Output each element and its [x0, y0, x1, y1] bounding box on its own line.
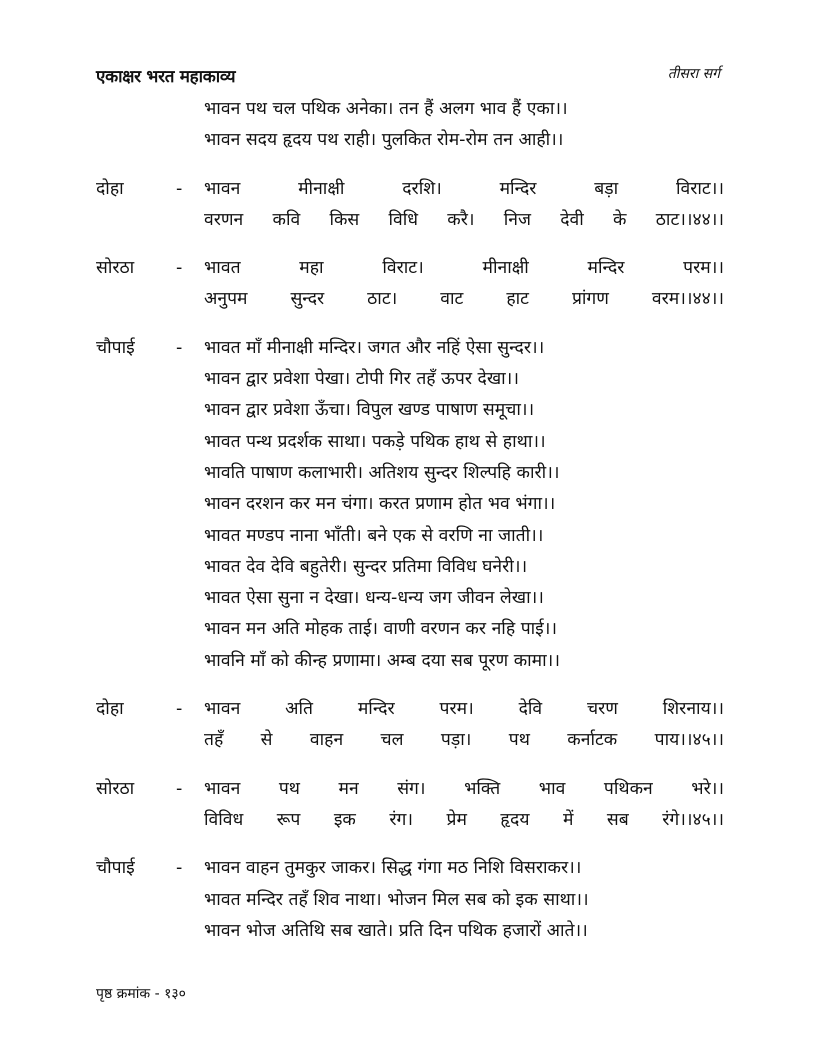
verse-text: भावन अति मन्दिर परम। देवि चरण शिरनाय।। [204, 699, 724, 720]
verse-text: भावत पन्थ प्रदर्शक साथा। पकड़े पथिक हाथ से हाथा।। [204, 431, 546, 452]
section-gap [96, 157, 724, 174]
verse-text: भावत मन्दिर तहँ शिव नाथा। भोजन मिल सब को इक साथा।। [204, 889, 589, 910]
verse-line [96, 614, 724, 645]
chapter-title: तीसरा सर्ग [667, 66, 720, 82]
verse-line [96, 395, 724, 426]
verse-line [96, 427, 724, 458]
verse-line [96, 333, 724, 364]
verse-section [96, 774, 724, 837]
verse-text: भावनि माँ को कीन्ह प्रणामा। अम्ब दया सब पूरण कामा।। [204, 650, 560, 671]
verse-line [96, 916, 724, 947]
verse-text: भावत ऐसा सुना न देखा। धन्य-धन्य जग जीवन लेखा।। [204, 588, 544, 609]
label-dash: - [176, 178, 183, 199]
verse-line [96, 694, 724, 725]
verse-line [96, 853, 724, 884]
page-number: पृष्ठ क्रमांक - १३० [96, 986, 186, 1002]
section-gap [96, 757, 724, 774]
verse-form-label: सोरठा [96, 778, 135, 799]
verse-line [96, 583, 724, 614]
verse-line [96, 364, 724, 395]
verse-section [96, 253, 724, 316]
verse-text: अनुपम सुन्दर ठाट। वाट हाट प्रांगण वरम।।४४।। [204, 289, 724, 310]
section-gap [96, 316, 724, 333]
verse-text: वरणन कवि किस विधि करै। निज देवी के ठाट।।४४।। [204, 209, 724, 230]
verse-line [96, 646, 724, 677]
verse-form-label: दोहा [96, 178, 124, 199]
verse-text: भावन मन अति मोहक ताई। वाणी वरणन कर नहि पाई।। [204, 619, 558, 640]
verse-line [96, 125, 724, 156]
verse-text: भावन सदय हृदय पथ राही। पुलकित रोम-रोम तन आही।। [204, 130, 564, 151]
verse-text: भावन द्वार प्रवेशा ऊँचा। विपुल खण्ड पाषाण समूचा।। [204, 400, 535, 421]
verse-line [96, 458, 724, 489]
verse-section [96, 94, 724, 157]
verse-line [96, 725, 724, 756]
verse-line [96, 805, 724, 836]
verse-text: भावत महा विराट। मीनाक्षी मन्दिर परम।। [204, 258, 724, 279]
verse-section [96, 694, 724, 757]
verse-line [96, 174, 724, 205]
verse-text: भावन भोज अतिथि सब खाते। प्रति दिन पथिक हजारों आते।। [204, 920, 588, 941]
verse-text: भावत माँ मीनाक्षी मन्दिर। जगत और नहिं ऐसा सुन्दर।। [204, 337, 545, 358]
verse-line [96, 94, 724, 125]
verse-text: तहँ से वाहन चल पड़ा। पथ कर्नाटक पाय।।४५।। [204, 730, 724, 751]
verse-text: भावन वाहन तुमकुर जाकर। सिद्ध गंगा मठ निशि विसराकर।। [204, 858, 582, 879]
verse-line [96, 552, 724, 583]
verse-line [96, 253, 724, 284]
verse-text: भावत मण्डप नाना भाँती। बने एक से वरणि ना जाती।। [204, 525, 544, 546]
label-dash: - [176, 699, 183, 720]
verse-form-label: चौपाई [96, 337, 135, 358]
label-dash: - [176, 778, 183, 799]
verse-line [96, 774, 724, 805]
verse-line [96, 284, 724, 315]
verse-form-label: चौपाई [96, 858, 135, 879]
label-dash: - [176, 337, 183, 358]
verse-text: भावन पथ चल पथिक अनेका। तन हैं अलग भाव हैं एका।। [204, 99, 568, 119]
verse-text: भावन दरशन कर मन चंगा। करत प्रणाम होत भव भंगा।। [204, 494, 556, 515]
verse-text: भावति पाषाण कलाभारी। अतिशय सुन्दर शिल्पहि कारी।। [204, 462, 560, 483]
verse-line [96, 521, 724, 552]
verse-section [96, 174, 724, 237]
verse-section [96, 853, 724, 947]
verse-text: विविध रूप इक रंग। प्रेम हृदय में सब रंगे।।४५।। [204, 809, 724, 830]
verse-section [96, 333, 724, 677]
verse-content [96, 94, 724, 947]
verse-line [96, 205, 724, 236]
verse-text: भावन पथ मन संग। भक्ति भाव पथिकन भरे।। [204, 778, 724, 799]
section-gap [96, 236, 724, 253]
verse-text: भावन मीनाक्षी दरशि। मन्दिर बड़ा विराट।। [204, 178, 724, 199]
verse-text: भावन द्वार प्रवेशा पेखा। टोपी गिर तहँ ऊपर देखा।। [204, 369, 519, 390]
book-title: एकाक्षर भरत महाकाव्य [96, 67, 236, 87]
verse-form-label: सोरठा [96, 258, 135, 279]
section-gap [96, 836, 724, 853]
label-dash: - [176, 258, 183, 279]
verse-line [96, 885, 724, 916]
verse-form-label: दोहा [96, 699, 124, 720]
verse-line [96, 489, 724, 520]
label-dash: - [176, 858, 183, 879]
section-gap [96, 677, 724, 694]
verse-text: भावत देव देवि बहुतेरी। सुन्दर प्रतिमा विविध घनेरी।। [204, 556, 528, 577]
